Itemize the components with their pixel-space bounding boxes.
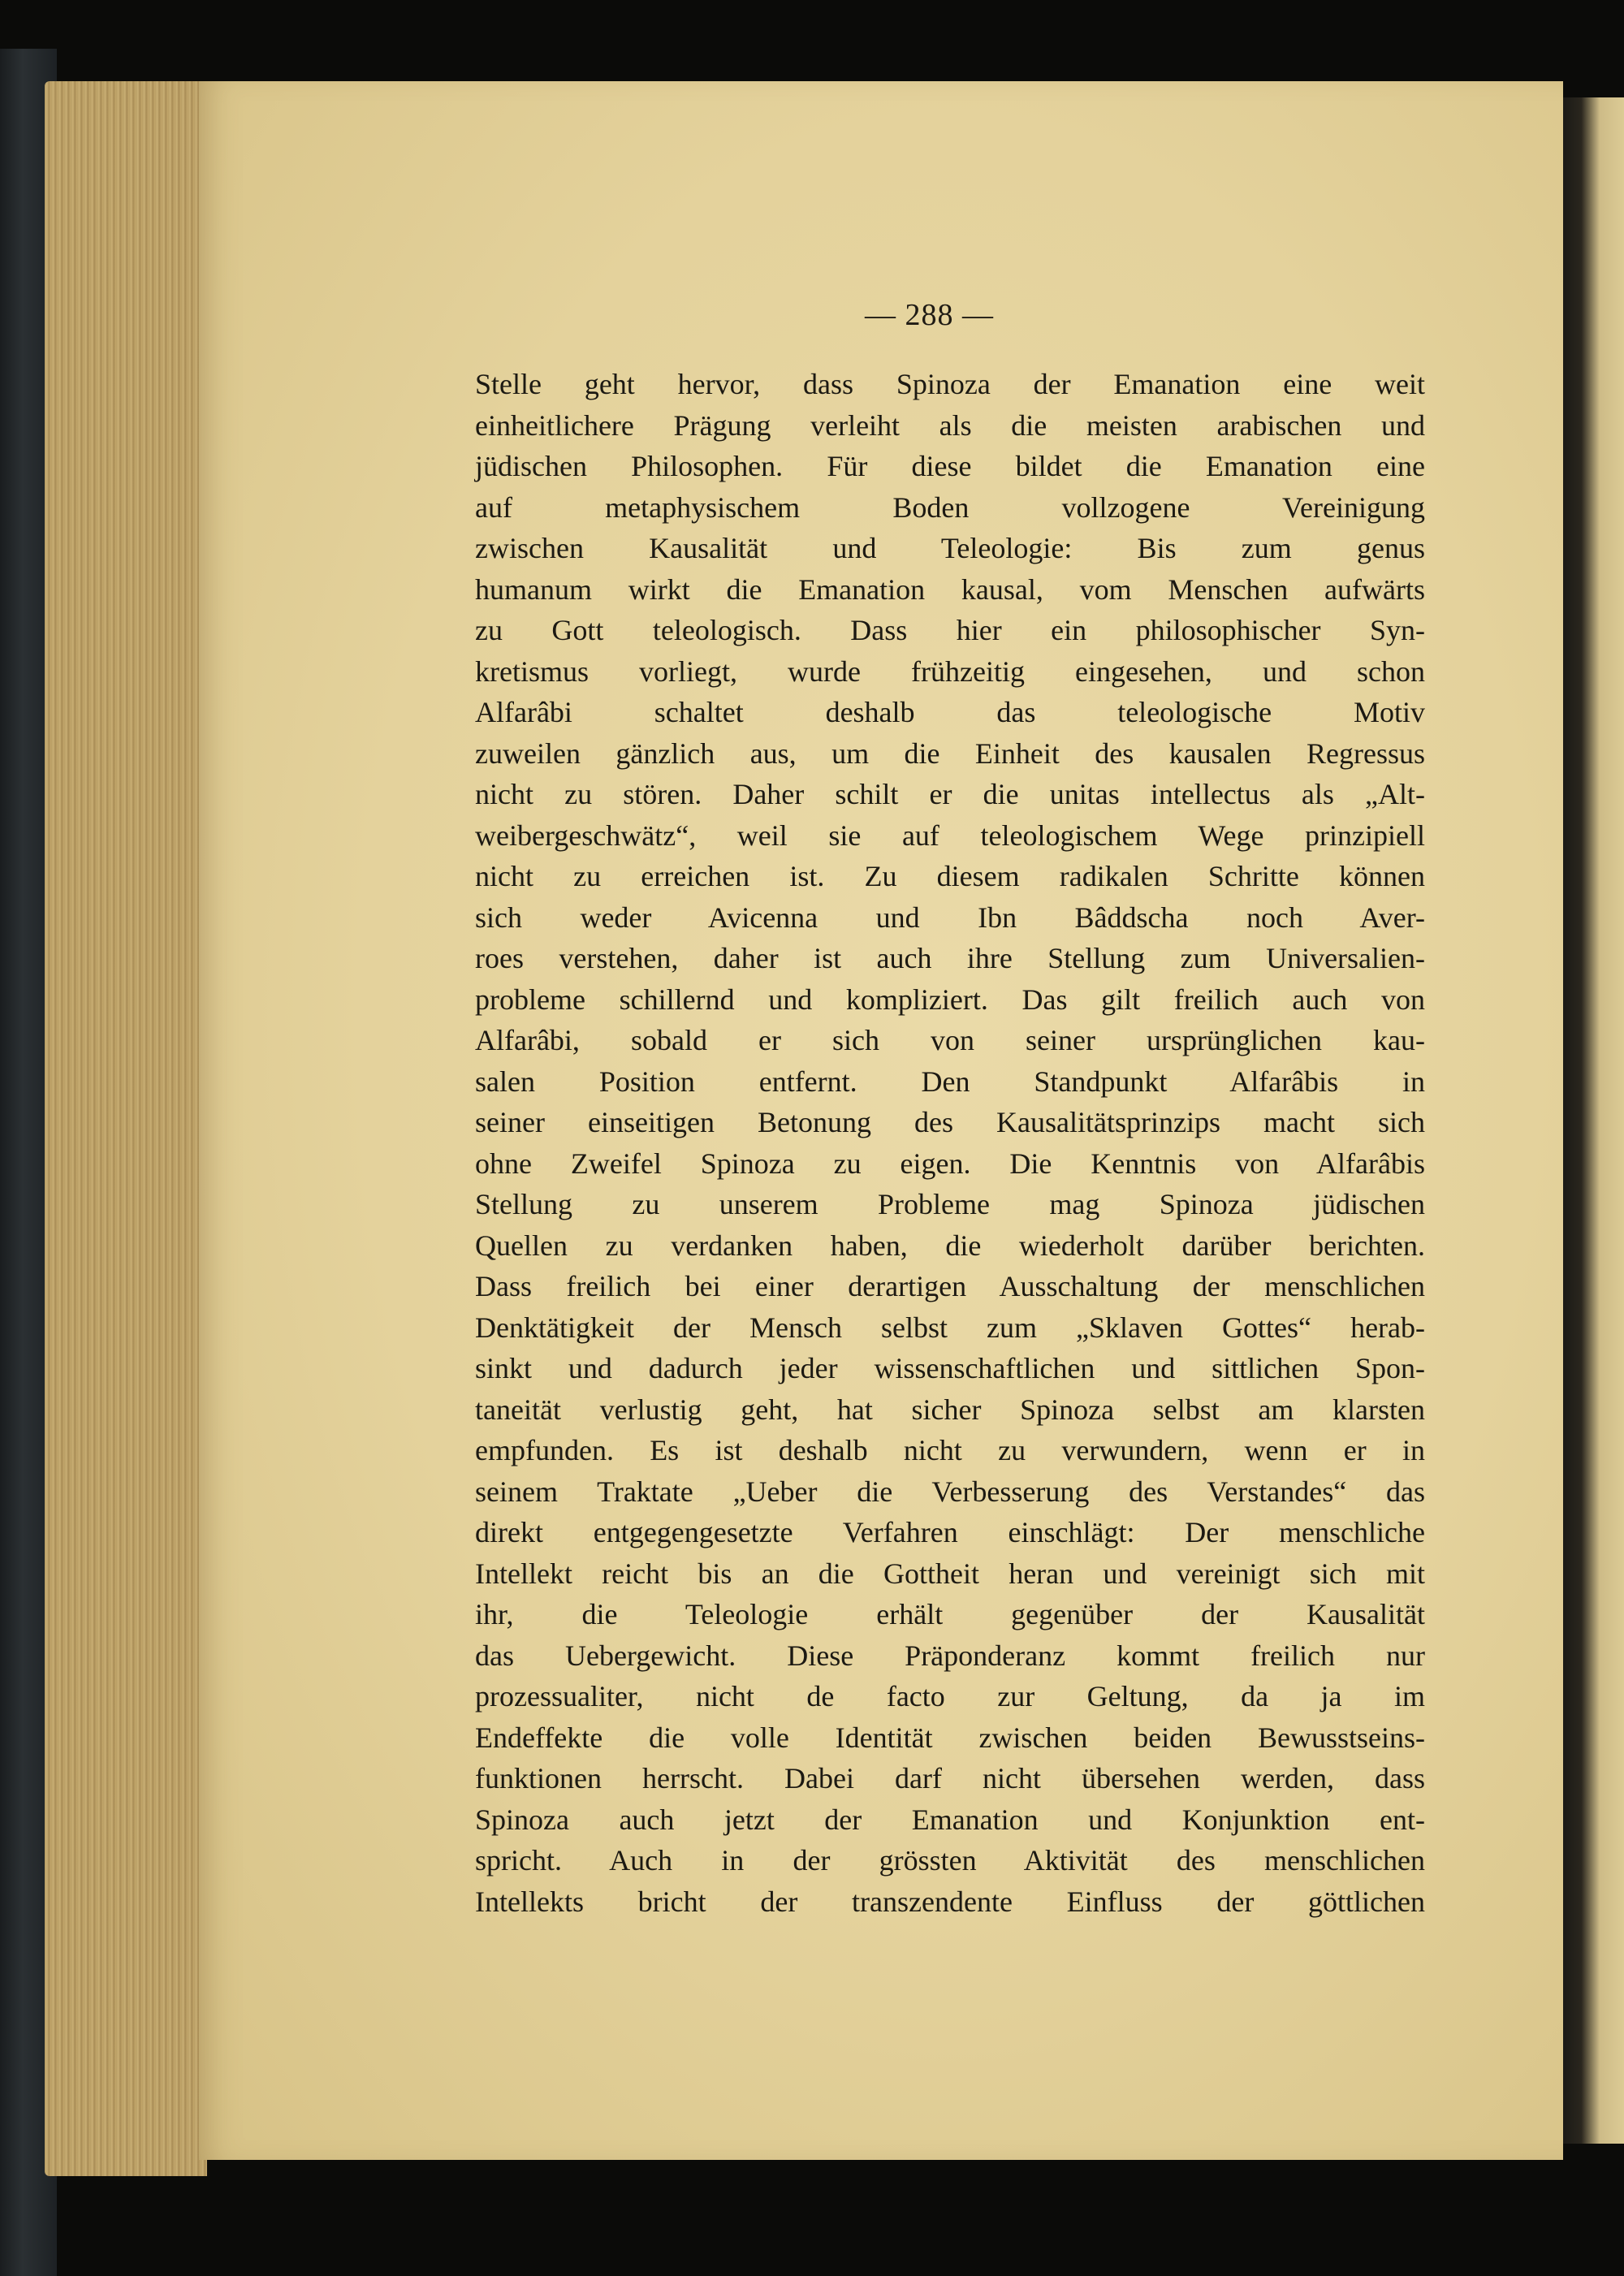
text-line: Quellen zu verdanken haben, die wiederholt darüber berichten. [475,1229,1425,1262]
text-line: Endeffekte die volle Identität zwischen beiden Bewusstseins- [475,1721,1425,1754]
text-line: weibergeschwätz“, weil sie auf teleologischem Wege prinzipiell [475,818,1425,852]
text-line: Stelle geht hervor, dass Spinoza der Emanation eine weit [475,368,1425,400]
facing-page-edge [1563,97,1624,2144]
text-line: zu Gott teleologisch. Dass hier ein philosophischer Syn- [475,614,1425,646]
text-line: funktionen herrscht. Dabei darf nicht übersehen werden, dass [475,1762,1425,1794]
text-line: zuweilen gänzlich aus, um die Einheit des kausalen Regressus [475,736,1425,770]
text-line: sich weder Avicenna und Ibn Bâddscha noch Aver- [475,900,1425,934]
text-line: Spinoza auch jetzt der Emanation und Konjunktion ent- [475,1803,1425,1836]
text-line: ohne Zweifel Spinoza zu eigen. Die Kenntnis von Alfarâbis [475,1147,1425,1180]
text-line: auf metaphysischem Boden vollzogene Vereinigung [475,490,1425,524]
text-line: salen Position entfernt. Den Standpunkt Alfarâbis in [475,1065,1425,1098]
text-line: roes verstehen, daher ist auch ihre Stellung zum Universalien- [475,942,1425,974]
text-line: empfunden. Es ist deshalb nicht zu verwundern, wenn er in [475,1434,1425,1466]
text-line: das Uebergewicht. Diese Präponderanz kommt freilich nur [475,1639,1425,1672]
text-line: sinkt und dadurch jeder wissenschaftlichen und sittlichen Spon- [475,1352,1425,1384]
page-body-text [475,364,1425,1922]
text-line: seinem Traktate „Ueber die Verbesserung des Verstandes“ das [475,1475,1425,1508]
page-number: — 288 — [865,298,994,332]
page-block-edges [45,81,207,2176]
text-line: Alfarâbi, sobald er sich von seiner ursprünglichen kau- [475,1024,1425,1056]
text-line: nicht zu stören. Daher schilt er die unitas intellectus als „Alt- [475,778,1425,810]
text-line: humanum wirkt die Emanation kausal, vom Menschen aufwärts [475,572,1425,606]
text-line: Intellekt reicht bis an die Gottheit heran und vereinigt sich mit [475,1557,1425,1590]
text-line: Dass freilich bei einer derartigen Ausschaltung der menschlichen [475,1270,1425,1302]
text-line: ihr, die Teleologie erhält gegenüber der Kausalität [475,1598,1425,1630]
text-line: zwischen Kausalität und Teleologie: Bis zum genus [475,532,1425,564]
text-line: Stellung zu unserem Probleme mag Spinoza jüdischen [475,1188,1425,1220]
text-line: kretismus vorliegt, wurde frühzeitig eingesehen, und schon [475,654,1425,688]
text-line: seiner einseitigen Betonung des Kausalitätsprinzips macht sich [475,1106,1425,1138]
text-line: spricht. Auch in der grössten Aktivität des menschlichen [475,1844,1425,1877]
text-line: direkt entgegengesetzte Verfahren einschlägt: Der menschliche [475,1516,1425,1548]
text-line: Intellekts bricht der transzendente Einfluss der göttlichen [475,1885,1425,1918]
text-line: Alfarâbi schaltet deshalb das teleologische Motiv [475,696,1425,728]
text-line: probleme schillernd und kompliziert. Das gilt freilich auch von [475,983,1425,1016]
text-line: jüdischen Philosophen. Für diese bildet die Emanation eine [475,450,1425,482]
text-line: taneität verlustig geht, hat sicher Spinoza selbst am klarsten [475,1393,1425,1426]
text-line: Denktätigkeit der Mensch selbst zum „Sklaven Gottes“ herab- [475,1311,1425,1344]
text-line: einheitlichere Prägung verleiht als die meisten arabischen und [475,408,1425,442]
text-line: nicht zu erreichen ist. Zu diesem radikalen Schritte können [475,860,1425,892]
text-line: prozessualiter, nicht de facto zur Geltung, da ja im [475,1680,1425,1712]
